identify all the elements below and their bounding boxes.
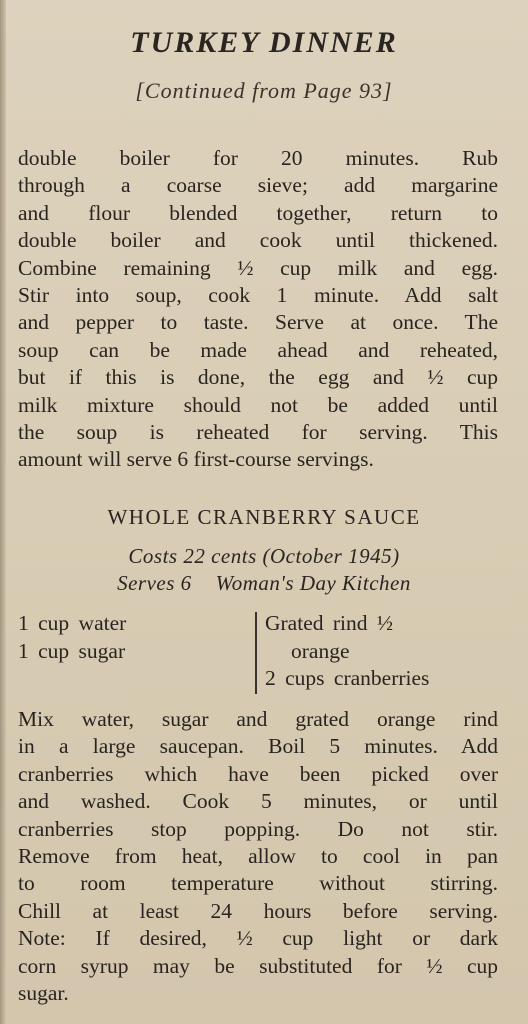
ingredient-item: 1 cup water — [18, 611, 127, 635]
text-line: and flour blended together, return to — [18, 200, 498, 225]
page-title: TURKEY DINNER — [130, 26, 398, 59]
text-line: cranberries stop popping. Do not stir. — [18, 816, 498, 841]
ingredient-item: 1 cup sugar — [18, 638, 126, 663]
text-line: Combine remaining ½ cup milk and egg. — [18, 255, 498, 280]
text-line: corn syrup may be substituted for ½ cup — [18, 953, 498, 978]
ingredient-item: orange — [291, 638, 350, 663]
text-line: Stir into soup, cook 1 minute. Add salt — [18, 283, 498, 308]
text-line: but if this is done, the egg and ½ cup — [18, 365, 498, 390]
text-line: and washed. Cook 5 minutes, or until — [18, 789, 498, 814]
ingredient-item: 2 cups cranberries — [265, 666, 430, 691]
text-line: to room temperature without stirring. — [18, 871, 498, 896]
continued-note: [Continued from Page 93] — [135, 78, 393, 103]
text-line: the soup is reheated for serving. This — [18, 420, 498, 445]
recipe-title: WHOLE CRANBERRY SAUCE — [107, 505, 421, 529]
text-line: in a large saucepan. Boil 5 minutes. Add — [18, 734, 498, 759]
ingredients-left — [18, 610, 248, 665]
recipe-serves: Serves 6 — [117, 571, 192, 595]
text-line: amount will serve 6 first-course servings. — [18, 447, 374, 472]
recipe-source: Woman's Day Kitchen — [215, 571, 411, 595]
text-line: Remove from heat, allow to cool in pan — [18, 844, 498, 869]
ingredients-divider — [255, 612, 257, 694]
text-line: double boiler for 20 minutes. Rub — [18, 146, 498, 170]
text-line: soup can be made ahead and reheated, — [18, 337, 498, 362]
ingredients-right — [265, 610, 505, 693]
directions-paragraph — [18, 706, 498, 1007]
text-line: through a coarse sieve; add margarine — [18, 173, 498, 198]
text-line: double boiler and cook until thickened. — [18, 228, 498, 253]
text-line: cranberries which have been picked over — [18, 761, 498, 786]
text-line: sugar. — [18, 981, 69, 1006]
soup-paragraph — [18, 145, 498, 474]
text-line: Note: If desired, ½ cup light or dark — [18, 926, 498, 951]
recipe-cost: Costs 22 cents (October 1945) — [128, 544, 400, 568]
text-line: and pepper to taste. Serve at once. The — [18, 310, 498, 335]
ingredient-item: Grated rind ½ — [265, 611, 394, 635]
recipe-meta — [0, 571, 528, 596]
text-line: milk mixture should not be added until — [18, 392, 498, 417]
text-line: Chill at least 24 hours before serving. — [18, 898, 498, 923]
text-line: Mix water, sugar and grated orange rind — [18, 707, 498, 731]
